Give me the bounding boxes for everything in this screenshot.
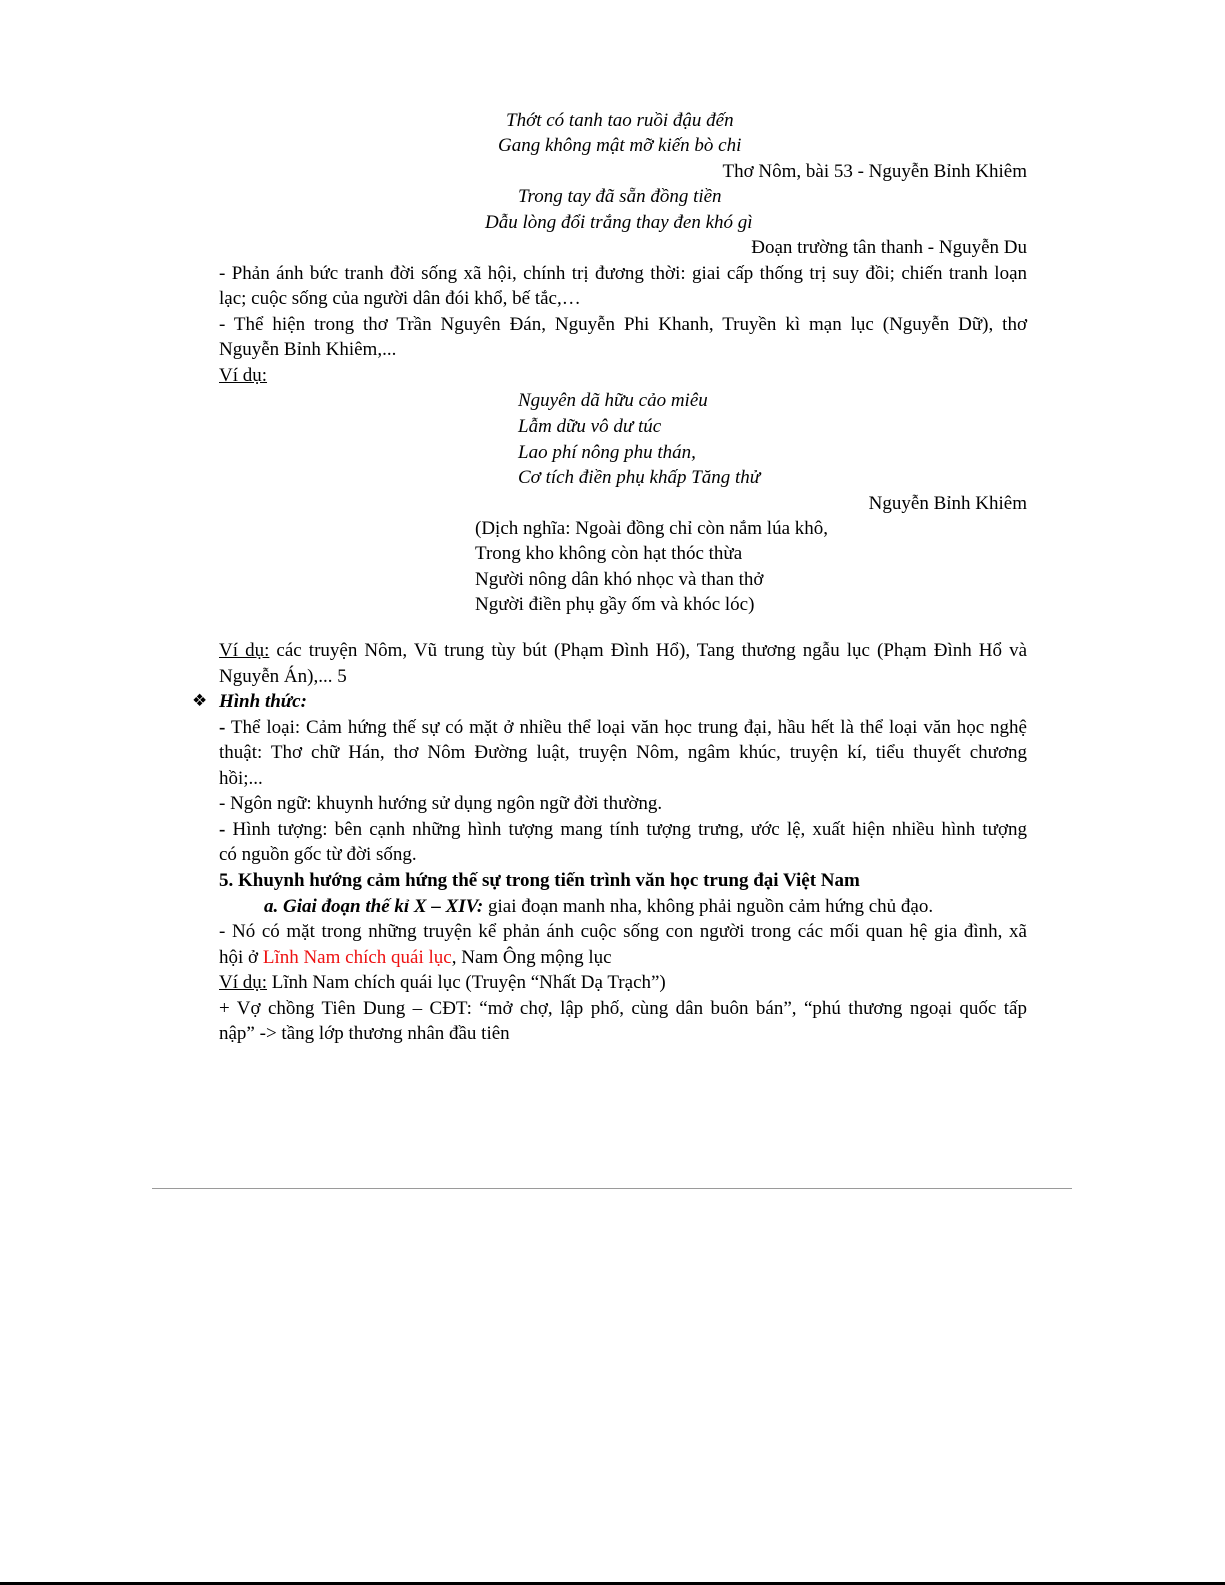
para3-text: các truyện Nôm, Vũ trung tùy bút (Phạm Đình Hổ), Tang thương ngẫu lục (Phạm Đình Hổ và — [269, 640, 1028, 661]
para5 — [219, 970, 1027, 995]
para4-post: , Nam Ông mộng lục — [451, 947, 612, 968]
para1-line1: - Phản ánh bức tranh đời sống xã hội, chính trị đương thời: giai cấp thống trị suy đồi; chiến tranh loạn — [219, 263, 1027, 284]
para4-line1: - Nó có mặt trong những truyện kể phản ánh cuộc sống con người trong các mối quan hệ gia đình, xã — [219, 921, 1027, 942]
translation-line1: (Dịch nghĩa: Ngoài đồng chỉ còn nắm lúa khô, — [475, 518, 829, 539]
form-image-1: Hình tượng: bên cạnh những hình tượng mang tính tượng trưng, ước lệ, xuất hiện nhiều hình tượng — [232, 819, 1027, 840]
poem3-line4: Cơ tích điền phụ khấp Tăng thử — [518, 467, 761, 488]
period-a — [264, 894, 933, 919]
form-image-line2: có nguồn gốc từ đời sống. — [219, 844, 417, 865]
para4-highlight: Lĩnh Nam chích quái lục — [262, 947, 452, 968]
period-a-label: a. Giai đoạn thế kỉ X – XIV: — [264, 896, 484, 917]
poem3-line1: Nguyên dã hữu cảo miêu — [518, 390, 708, 411]
para5-label: Ví dụ: — [219, 972, 268, 993]
poem1-attribution: Thơ Nôm, bài 53 - Nguyễn Bỉnh Khiêm — [722, 161, 1027, 182]
poem1-line1: Thớt có tanh tao ruồi đậu đến — [506, 110, 734, 131]
para5-text: Lĩnh Nam chích quái lục (Truyện “Nhất Dạ Trạch”) — [267, 972, 666, 993]
para3-line1 — [219, 638, 1027, 663]
para6-line1: + Vợ chồng Tiên Dung – CĐT: “mở chợ, lập phố, cùng dân buôn bán”, “phú thương ngoại quốc tấp — [219, 998, 1027, 1019]
form-image-line1 — [219, 817, 1027, 842]
form-language: - Ngôn ngữ: khuynh hướng sử dụng ngôn ngữ đời thường. — [219, 793, 663, 814]
para4-pre: hội ở — [219, 947, 263, 968]
dash-marker: - — [219, 717, 226, 738]
form-genre-line2: thuật: Thơ chữ Hán, thơ Nôm Đường luật, truyện Nôm, ngâm khúc, truyện kí, tiểu thuyết chương — [219, 742, 1027, 763]
form-genre-line3: hồi;... — [219, 768, 263, 789]
period-a-text: giai đoạn manh nha, không phải nguồn cảm hứng chủ đạo. — [483, 896, 934, 917]
poem3-line2: Lẫm dữu vô dư túc — [518, 416, 662, 437]
poem2-line2: Dẫu lòng đổi trắng thay đen khó gì — [485, 212, 753, 233]
para3-line2: Nguyễn Án),... 5 — [219, 666, 347, 687]
page-divider — [152, 1188, 1072, 1189]
dash-marker: - — [219, 819, 226, 840]
translation-line2: Trong kho không còn hạt thóc thừa — [475, 543, 743, 564]
para6-line2: nập” -> tầng lớp thương nhân đầu tiên — [219, 1023, 510, 1044]
poem2-attribution: Đoạn trường tân thanh - Nguyễn Du — [751, 237, 1027, 258]
para2-line2: Nguyễn Bỉnh Khiêm,... — [219, 339, 397, 360]
para1-line2: lạc; cuộc sống của người dân đói khổ, bế tắc,… — [219, 288, 581, 309]
translation-line4: Người điền phụ gầy ốm và khóc lóc) — [475, 594, 755, 615]
para3-label: Ví dụ: — [219, 640, 270, 661]
form-genre-1: Thể loại: Cảm hứng thế sự có mặt ở nhiều thể loại văn học trung đại, hầu hết là thể loại văn học nghệ — [230, 717, 1027, 738]
translation-line3: Người nông dân khó nhọc và than thở — [475, 569, 764, 590]
example-label: Ví dụ: — [219, 365, 268, 386]
poem3-attribution: Nguyễn Bỉnh Khiêm — [868, 493, 1027, 514]
para2-line1: - Thể hiện trong thơ Trần Nguyên Đán, Nguyễn Phi Khanh, Truyền kì mạn lục (Nguyễn Dữ), thơ — [219, 314, 1027, 335]
poem2-line1: Trong tay đã sẵn đồng tiền — [518, 186, 722, 207]
diamond-bullet-icon: ❖ — [192, 691, 208, 711]
poem1-line2: Gang không mật mỡ kiến bò chi — [498, 135, 742, 156]
para4-line2 — [219, 945, 1027, 970]
form-heading: Hình thức: — [219, 691, 307, 712]
poem3-line3: Lao phí nông phu thán, — [518, 442, 696, 463]
form-genre-line1 — [219, 715, 1027, 740]
section5-heading: 5. Khuynh hướng cảm hứng thế sự trong tiến trình văn học trung đại Việt Nam — [219, 870, 860, 891]
